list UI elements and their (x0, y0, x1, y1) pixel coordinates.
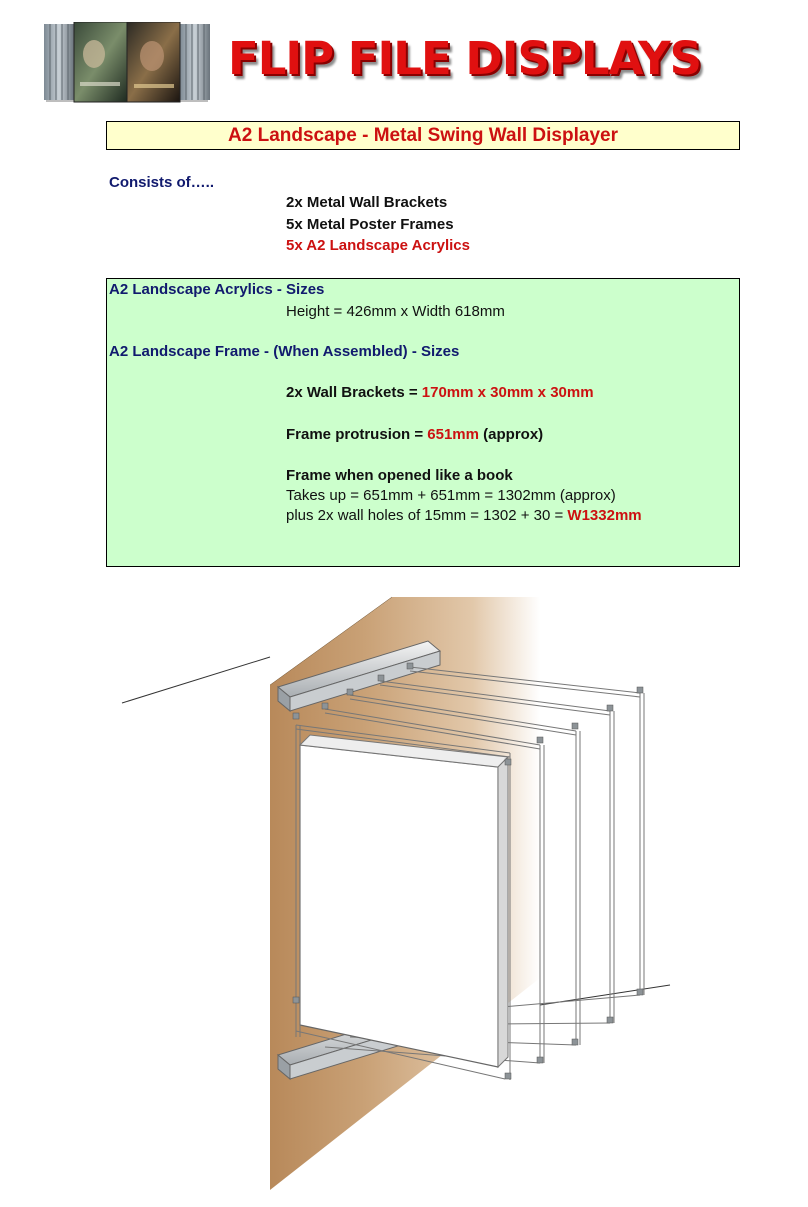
consists-item-brackets: 2x Metal Wall Brackets (286, 194, 448, 211)
swing-displayer-illustration (110, 585, 700, 1190)
protrusion-label: Frame protrusion = (286, 426, 428, 443)
consists-item-acrylics: 5x A2 Landscape Acrylics (286, 237, 470, 254)
consists-item-frames: 5x Metal Poster Frames (286, 216, 454, 233)
acrylics-sizes-heading: A2 Landscape Acrylics - Sizes (109, 281, 325, 298)
acrylics-size-text: Height = 426mm x Width 618mm (286, 303, 505, 320)
brackets-label: 2x Wall Brackets = (286, 384, 422, 401)
product-title: A2 Landscape - Metal Swing Wall Displayer (106, 121, 740, 150)
protrusion-suffix: (approx) (478, 426, 544, 443)
opened-line-2-prefix: plus 2x wall holes of 15mm = 1302 + 30 = (286, 507, 568, 524)
poster-flip-file-logo-icon (44, 22, 210, 104)
brand-title: FLIP FILE DISPLAYS (228, 32, 702, 85)
brackets-size-line (286, 384, 594, 401)
opened-line-1: Takes up = 651mm + 651mm = 1302mm (approx) (286, 487, 616, 504)
opened-heading: Frame when opened like a book (286, 467, 513, 484)
protrusion-value: 651mm (427, 426, 479, 443)
opened-line-2-value: W1332mm (567, 507, 642, 524)
protrusion-line (286, 426, 543, 443)
brackets-value: 170mm x 30mm x 30mm (421, 384, 594, 401)
opened-line-2 (286, 507, 642, 524)
frame-sizes-heading: A2 Landscape Frame - (When Assembled) - Sizes (109, 343, 460, 360)
consists-heading: Consists of….. (109, 174, 215, 191)
